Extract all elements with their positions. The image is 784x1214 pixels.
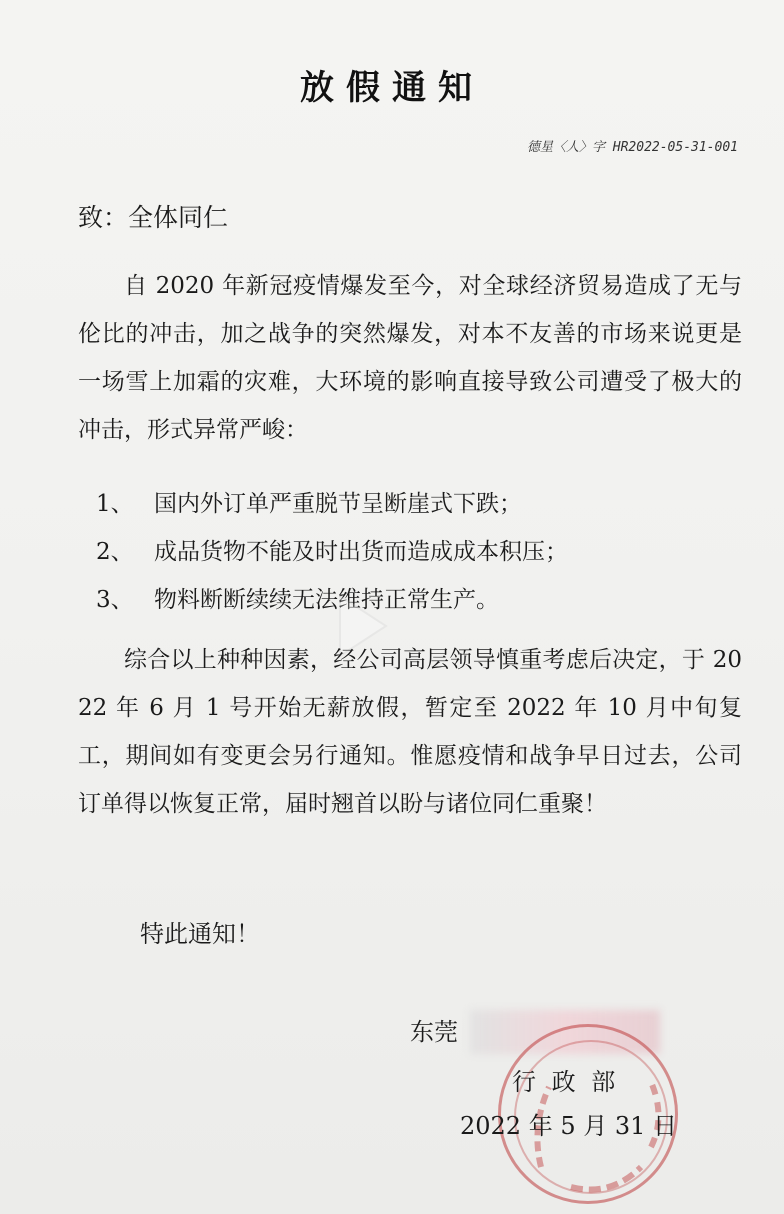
document-title: 放假通知 xyxy=(300,68,484,108)
list-item-number: 2、 xyxy=(96,539,134,565)
list-item-number: 1、 xyxy=(96,491,134,517)
document-number: 德星〈人〉字 HR2022-05-31-001 xyxy=(526,140,738,155)
list-item-text: 成品货物不能及时出货而造成成本积压； xyxy=(154,539,568,565)
list-item xyxy=(96,528,736,576)
paragraph-intro: 自 2020 年新冠疫情爆发至今，对全球经济贸易造成了无与伦比的冲击，加之战争的突然爆发，对本不友善的市场来说更是一场雪上加霜的灾难，大环境的影响直接导致公司遭受了极大的冲击，形式异常严峻： xyxy=(78,273,742,443)
list-item-text: 物料断断续续无法维持正常生产。 xyxy=(154,587,499,613)
salutation: 致：全体同仁 xyxy=(78,203,229,232)
list-item xyxy=(96,480,736,528)
department-name: 行 政 部 xyxy=(512,1068,620,1096)
company-name: 东莞 xyxy=(410,1018,458,1046)
list-item-number: 3、 xyxy=(96,587,134,613)
paragraph-decision: 综合以上种种因素，经公司高层领导慎重考虑后决定，于 2022 年 6 月 1 号开始无薪放假，暂定至 2022 年 10 月中旬复工，期间如有变更会另行通知。惟愿疫情和战争早日过去，公司订单得以恢复正常，届时翘首以盼与诸位同仁重聚！ xyxy=(78,647,742,817)
closing-statement: 特此通知！ xyxy=(140,920,260,948)
list-item xyxy=(96,576,736,624)
issue-date: 2022 年 5 月 31 日 xyxy=(460,1112,678,1140)
reasons-list xyxy=(96,480,736,624)
list-item-text: 国内外订单严重脱节呈断崖式下跌； xyxy=(154,491,522,517)
